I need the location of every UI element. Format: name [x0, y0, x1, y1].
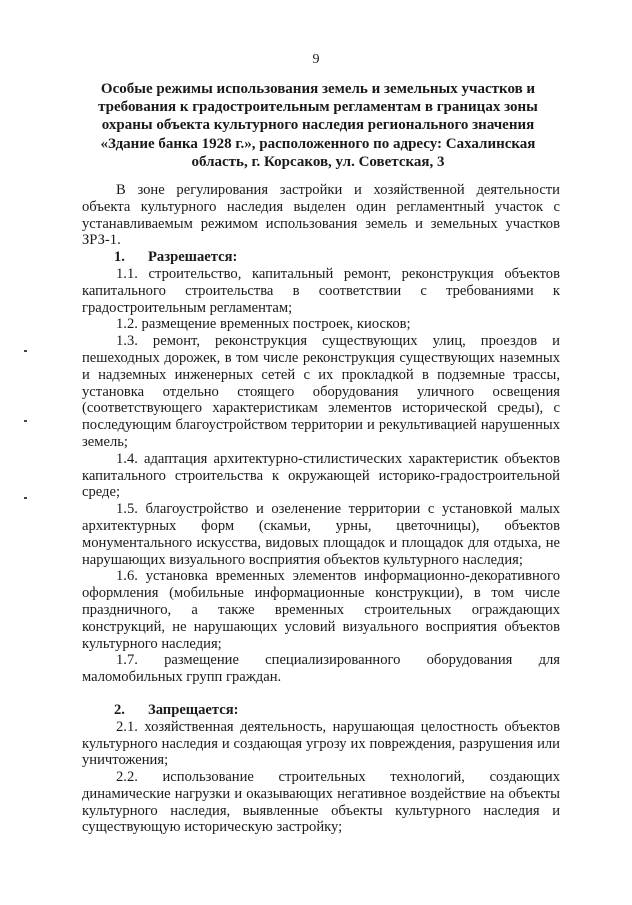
scan-speck — [24, 350, 27, 352]
scan-speck — [24, 497, 27, 499]
section-1-title: Разрешается: — [148, 249, 238, 266]
section-2-number: 2. — [114, 701, 125, 718]
list-item: 1.2. размещение временных построек, киосков; — [116, 316, 411, 333]
list-item: 1.7. размещение специализированного оборудования для маломобильных групп граждан. — [82, 652, 560, 686]
section-1-heading — [82, 249, 560, 266]
document-title: Особые режимы использования земель и земельных участков и требования к градостроительным регламентам в границах зоны охраны объекта культурного наследия регионального значения «Здание банка 1928 г.», расположенного по адресу: Сахалинская область, г. Корсаков, ул. Советская, 3 — [98, 81, 538, 170]
intro-paragraph: В зоне регулирования застройки и хозяйственной деятельности объекта культурного наследия выделен один регламентный участок с устанавливаемым режимом использования земель и земельных участков ЗРЗ-1. — [82, 182, 560, 249]
document-body — [82, 182, 560, 836]
list-item: 1.6. установка временных элементов информационно-декоративного оформления (мобильные информационные конструкции), в том числе праздничного, а также временных строительных ограждающих конструкций, не нарушающих условий визуального восприятия объектов культурного наследия; — [82, 568, 560, 652]
list-item: 1.5. благоустройство и озеленение территории с установкой малых архитектурных форм (скамьи, урны, цветочницы), объектов монументального искусства, видовых площадок и площадок для отдыха, не нарушающих визуального восприятия объектов культурного наследия; — [82, 501, 560, 568]
list-item: 2.2. использование строительных технологий, создающих динамические нагрузки и оказывающих негативное воздействие на объекты культурного наследия, выявленные объекты культурного наследия и существующую историческую застройку; — [82, 769, 560, 836]
list-item: 1.1. строительство, капитальный ремонт, реконструкция объектов капитального строительства в соответствии с требованиями к градостроительным регламентам; — [82, 265, 560, 316]
list-item: 1.3. ремонт, реконструкция существующих улиц, проездов и пешеходных дорожек, в том числе реконструкция существующих наземных и надземных инженерных сетей с их прокладкой в подземные трассы, установка отдельно стоящего оборудования уличного освещения (соответствующего характеристикам элементов исторической среды), с последующим благоустройством территории и рекультивацией нарушенных земель; — [82, 333, 560, 450]
scan-speck — [24, 420, 27, 422]
page-number: 9 — [312, 52, 320, 67]
list-item: 1.4. адаптация архитектурно-стилистических характеристик объектов капитального строительства к окружающей историко-градостроительной среде; — [82, 450, 560, 501]
list-item: 2.1. хозяйственная деятельность, нарушающая целостность объектов культурного наследия и создающая угрозу их повреждения, разрушения или уничтожения; — [82, 718, 560, 769]
section-1-number: 1. — [114, 249, 125, 266]
section-2-title: Запрещается: — [148, 701, 239, 718]
section-2-heading — [82, 702, 560, 719]
section-spacer — [82, 686, 560, 702]
